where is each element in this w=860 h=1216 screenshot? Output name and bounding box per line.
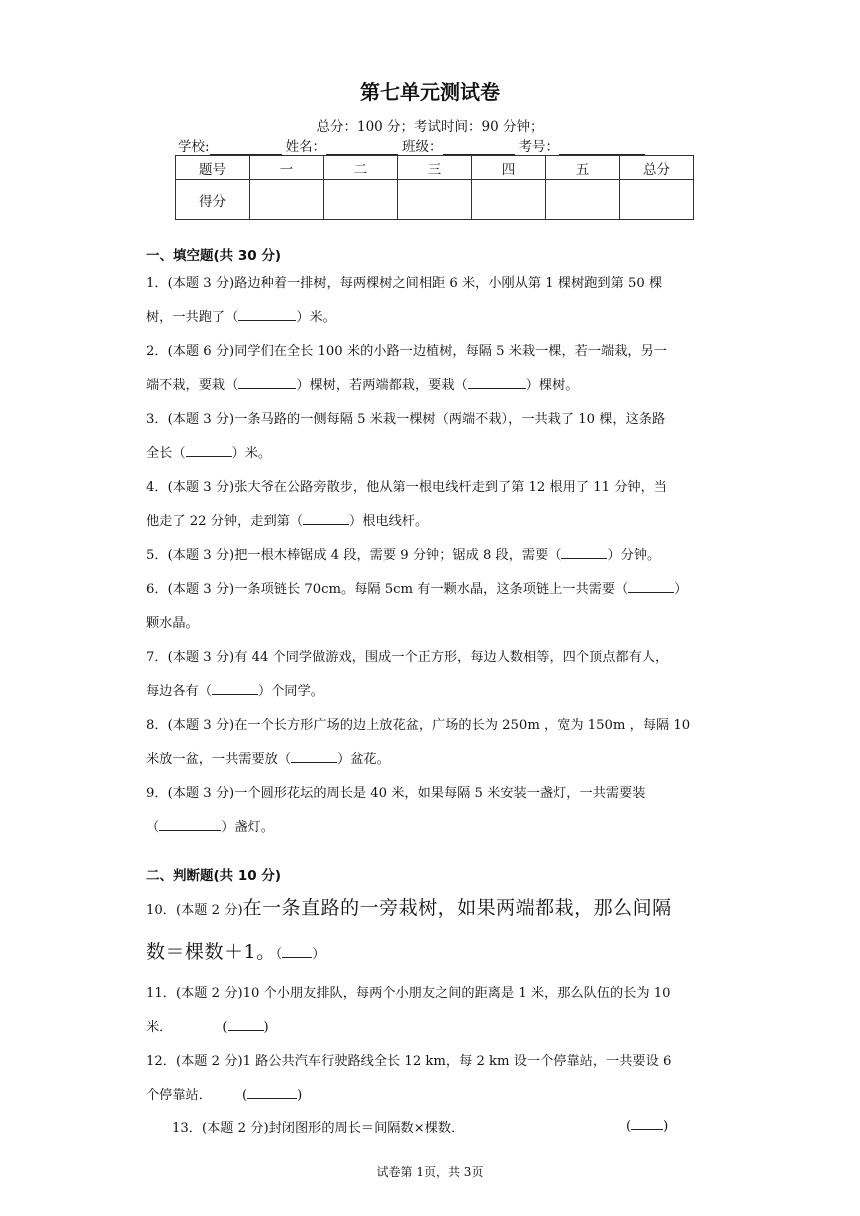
q8-answer-blank[interactable]	[291, 750, 337, 763]
q2-answer-blank-2[interactable]	[468, 376, 526, 389]
q10-paren-open: （	[275, 947, 283, 962]
table-header-cell: 总分	[620, 156, 694, 180]
q9-line1: 9．(本题 3 分)一个圆形花坛的周长是 40 米，如果每隔 5 米安装一盏灯，一共需要装	[146, 786, 646, 801]
q10-text-2: 数＝棵数＋1。	[146, 941, 276, 963]
q8-line1: 8．(本题 3 分)在一个长方形广场的边上放花盆，广场的长为 250m ，宽为 150m ，每隔 10	[146, 718, 691, 733]
q9-text: （	[146, 820, 160, 835]
q7-line2	[146, 680, 324, 699]
q4-answer-blank[interactable]	[303, 512, 349, 525]
school-field[interactable]	[210, 140, 282, 155]
q1-line2	[146, 306, 336, 325]
section2-heading: 二、判断题(共 10 分)	[146, 868, 282, 884]
score-cell[interactable]	[620, 180, 694, 220]
q10-answer-blank[interactable]	[282, 945, 312, 958]
q1-line1: 1．(本题 3 分)路边种着一排树，每两棵树之间相距 6 米，小刚从第 1 棵树跑到第 50 棵	[146, 276, 663, 291]
q3-text-end: ）米。	[231, 446, 272, 461]
q13-answer	[626, 1117, 668, 1134]
q6-answer-blank[interactable]	[628, 580, 674, 593]
q2-answer-blank-1[interactable]	[238, 376, 296, 389]
table-header-cell: 二	[324, 156, 398, 180]
q13-line1: 13．(本题 2 分)封闭图形的周长＝间隔数×棵数．	[172, 1121, 465, 1136]
q9-answer-blank[interactable]	[159, 818, 221, 831]
q13-answer-blank[interactable]	[631, 1117, 663, 1130]
page-footer: 试卷第 1页，共 3页	[376, 1165, 484, 1179]
q7-line1: 7．(本题 3 分)有 44 个同学做游戏，围成一个正方形，每边人数相等，四个顶点都有人，	[146, 650, 669, 665]
q1-text: 树，一共跑了（	[146, 310, 239, 325]
class-label: 班级：	[402, 139, 443, 155]
q11-text: 米．	[146, 1020, 173, 1035]
q5-answer-blank[interactable]	[561, 546, 607, 559]
exam-no-field[interactable]	[559, 140, 645, 155]
q12-paren-open: (	[241, 1088, 248, 1103]
q11-paren-close: )	[263, 1020, 269, 1035]
table-header-cell: 三	[398, 156, 472, 180]
q12-text: 个停靠站．	[146, 1088, 212, 1103]
q4-line2	[146, 510, 428, 529]
q10-line2	[146, 937, 325, 964]
q13-paren-close: )	[663, 1119, 669, 1134]
section1-heading: 一、填空题(共 30 分)	[146, 248, 282, 264]
q1-answer-blank[interactable]	[238, 308, 296, 321]
q3-text: 全长（	[146, 446, 186, 461]
q6-line2: 颗水晶。	[146, 616, 199, 631]
q12-line2	[146, 1084, 302, 1103]
q4-line1: 4．(本题 3 分)张大爷在公路旁散步，他从第一根电线杆走到了第 12 根用了 11 分钟，当	[146, 480, 667, 495]
q10-paren-close: ）	[312, 947, 326, 962]
q11-line2	[146, 1016, 269, 1035]
class-field[interactable]	[443, 140, 515, 155]
q10-text: 在一条直路的一旁栽树，如果两端都栽，那么间隔	[242, 897, 672, 919]
q7-answer-blank[interactable]	[212, 682, 258, 695]
score-cell[interactable]	[546, 180, 620, 220]
q10-line1	[146, 893, 672, 920]
exam-no-label: 考号：	[518, 139, 560, 155]
table-header-cell: 四	[472, 156, 546, 180]
score-cell[interactable]	[398, 180, 472, 220]
q9-line2	[146, 816, 274, 835]
q6-text-end: ）	[674, 582, 688, 597]
q6-text: 6．(本题 3 分)一条项链长 70cm。每隔 5cm 有一颗水晶，这条项链上一共需要（	[146, 582, 629, 597]
q4-text-end: ）根电线杆。	[349, 514, 429, 529]
q11-line1: 11．(本题 2 分)10 个小朋友排队，每两个小朋友之间的距离是 1 米，那么队伍的长为 10	[146, 986, 671, 1001]
q2-line2	[146, 374, 579, 393]
score-table-header-row	[176, 156, 694, 180]
q12-line1: 12．(本题 2 分)1 路公共汽车行驶路线全长 12 km，每 2 km 设一个停靠站，一共要设 6	[146, 1054, 672, 1069]
score-row-label: 得分	[176, 180, 250, 220]
q2-line1: 2．(本题 6 分)同学们在全长 100 米的小路一边植树，每隔 5 米栽一棵，若一端栽，另一	[146, 344, 667, 359]
name-label: 姓名：	[285, 139, 327, 155]
table-header-cell: 五	[546, 156, 620, 180]
q3-line2	[146, 442, 271, 461]
q12-paren-close: )	[297, 1088, 303, 1103]
name-field[interactable]	[326, 140, 398, 155]
q3-line1: 3．(本题 3 分)一条马路的一侧每隔 5 米栽一棵树（两端不栽），一共栽了 10 棵，这条路	[146, 412, 666, 427]
score-cell[interactable]	[472, 180, 546, 220]
q13-paren-open: (	[626, 1119, 632, 1134]
q2-text: 端不栽，要栽（	[146, 378, 239, 393]
q4-text: 他走了 22 分钟，走到第（	[146, 514, 304, 529]
school-label: 学校:	[178, 139, 210, 155]
q9-text-end: ）盏灯。	[221, 820, 274, 835]
q7-text: 每边各有（	[146, 684, 212, 699]
q5-text-end: ）分钟。	[607, 548, 661, 563]
student-info-line	[178, 135, 649, 155]
q1-text-end: ）米。	[296, 310, 336, 325]
q5-line1	[146, 544, 660, 563]
q12-answer-blank[interactable]	[247, 1086, 297, 1099]
q8-text: 米放一盆，一共需要放（	[146, 752, 292, 767]
score-cell[interactable]	[250, 180, 324, 220]
table-header-cell: 一	[250, 156, 324, 180]
q8-line2	[146, 748, 390, 767]
q3-answer-blank[interactable]	[186, 444, 232, 457]
q5-text: 5．(本题 3 分)把一根木棒锯成 4 段，需要 9 分钟；锯成 8 段，需要（	[146, 548, 562, 563]
q10-prefix: 10．(本题 2 分)	[146, 903, 243, 918]
page-title: 第七单元测试卷	[360, 80, 500, 104]
q11-paren-open: (	[222, 1020, 228, 1035]
score-table-score-row	[176, 180, 694, 220]
q2-text-mid: ）棵树，若两端都栽，要栽（	[296, 378, 468, 393]
q2-text-end: ）棵树。	[525, 378, 579, 393]
q8-text-end: ）盆花。	[337, 752, 390, 767]
exam-meta: 总分：100 分；考试时间：90 分钟；	[316, 119, 544, 135]
score-cell[interactable]	[324, 180, 398, 220]
q11-answer-blank[interactable]	[228, 1018, 264, 1031]
table-header-cell: 题号	[176, 156, 250, 180]
q7-text-end: ）个同学。	[257, 684, 324, 699]
score-table	[175, 155, 694, 220]
q6-line1	[146, 578, 687, 597]
